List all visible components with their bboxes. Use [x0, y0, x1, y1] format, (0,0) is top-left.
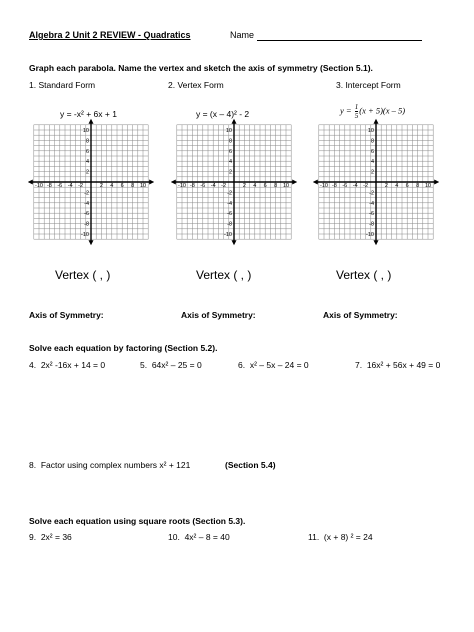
x-tick-label: 2 [384, 183, 388, 189]
problem-expression: 2x² -16x + 14 = 0 [40, 360, 106, 370]
problem-expression: 64x² – 25 = 0 [151, 360, 202, 370]
y-tick-label: 8 [85, 138, 89, 145]
y-tick-label: 2 [85, 169, 89, 176]
equation-standard: y = -x² + 6x + 1 [60, 109, 117, 119]
x-tick-label: -4 [352, 183, 358, 189]
grid-svg [313, 118, 439, 248]
y-tick-label: -2 [369, 190, 374, 197]
problem-number: 6. [238, 360, 246, 370]
x-tick-label: 4 [253, 183, 257, 189]
fraction-denominator: 5 [354, 112, 359, 120]
y-tick-label: 10 [367, 128, 374, 134]
form-label-standard: 1. Standard Form [29, 80, 96, 90]
problem-number: 10. [168, 532, 180, 542]
problem-number: 11. [308, 532, 320, 542]
section2-instruction: Solve each equation by factoring (Section 5.2). [29, 343, 218, 353]
y-tick-label: 8 [370, 138, 374, 145]
x-tick-label: 6 [120, 183, 124, 189]
y-tick-label: -8 [84, 221, 89, 228]
x-tick-label: 4 [110, 183, 114, 189]
section3-reference: (Section 5.4) [225, 460, 276, 470]
problem-expression: x² – 5x – 24 = 0 [249, 360, 309, 370]
y-tick-label: 6 [85, 148, 89, 155]
worksheet-title: Algebra 2 Unit 2 REVIEW - Quadratics [29, 30, 191, 40]
x-tick-label: -6 [57, 183, 63, 189]
y-tick-label: -2 [227, 190, 232, 197]
y-tick-label: -8 [227, 221, 232, 228]
x-tick-label: 10 [139, 183, 147, 189]
problem-expression: 2x² = 36 [40, 532, 72, 542]
problem-expression: 16x² + 56x + 49 = 0 [366, 360, 441, 370]
x-tick-label: -4 [67, 183, 73, 189]
problem-4 [29, 360, 105, 370]
x-tick-label: -10 [320, 183, 328, 189]
equation-vertex: y = (x – 4)² - 2 [196, 109, 250, 119]
x-tick-label: 8 [131, 183, 135, 189]
coordinate-grid-intercept[interactable] [313, 118, 439, 268]
down-arrow-icon [232, 240, 237, 245]
y-tick-label: -4 [84, 200, 89, 207]
y-tick-label: 10 [82, 128, 89, 134]
y-tick-label: 6 [370, 148, 374, 155]
down-arrow-icon [374, 240, 379, 245]
problem-expression: Factor using complex numbers x² + 121 [40, 460, 191, 470]
x-tick-label: -6 [342, 183, 348, 189]
problem-6 [238, 360, 309, 370]
grid-svg [171, 118, 297, 248]
problem-number: 9. [29, 532, 37, 542]
x-tick-label: -8 [189, 183, 195, 189]
problem-expression: 4x² – 8 = 40 [184, 532, 230, 542]
problem-8 [29, 460, 190, 470]
coordinate-grid-standard[interactable] [28, 118, 154, 268]
down-arrow-icon [89, 240, 94, 245]
x-tick-label: -10 [178, 183, 186, 189]
x-tick-label: -6 [200, 183, 206, 189]
equation-intercept-rhs: (x + 5)(x – 5) [359, 105, 406, 116]
axis-of-symmetry-3: Axis of Symmetry: [323, 310, 398, 320]
y-tick-label: -2 [84, 190, 89, 197]
coordinate-grid-vertex[interactable] [171, 118, 297, 268]
vertex-answer-1[interactable]: Vertex ( , ) [55, 268, 111, 282]
problem-number: 5. [140, 360, 148, 370]
y-tick-label: 8 [228, 138, 232, 145]
x-tick-label: -2 [221, 183, 227, 189]
grid-svg [28, 118, 154, 248]
x-tick-label: -2 [363, 183, 369, 189]
right-arrow-icon [149, 180, 154, 185]
y-tick-label: -6 [369, 211, 374, 218]
problem-11 [308, 532, 373, 542]
x-tick-label: 8 [274, 183, 278, 189]
y-tick-label: 6 [228, 148, 232, 155]
name-blank[interactable] [257, 40, 422, 41]
y-tick-label: -6 [227, 211, 232, 218]
y-tick-label: -6 [84, 211, 89, 218]
up-arrow-icon [232, 119, 237, 124]
y-tick-label: -4 [227, 200, 232, 207]
x-tick-label: -8 [46, 183, 52, 189]
left-arrow-icon [171, 180, 176, 185]
x-tick-label: 6 [263, 183, 267, 189]
x-tick-label: 6 [405, 183, 409, 189]
up-arrow-icon [374, 119, 379, 124]
y-tick-label: 4 [85, 159, 89, 166]
y-tick-label: -8 [369, 221, 374, 228]
problem-5 [140, 360, 202, 370]
form-label-vertex: 2. Vertex Form [168, 80, 224, 90]
x-tick-label: 4 [395, 183, 399, 189]
equation-intercept-lhs: y = [340, 105, 354, 116]
x-tick-label: 10 [424, 183, 432, 189]
problem-number: 8. [29, 460, 37, 470]
problem-number: 7. [355, 360, 363, 370]
x-tick-label: 2 [99, 183, 103, 189]
y-tick-label: 4 [370, 159, 374, 166]
problem-number: 4. [29, 360, 37, 370]
y-tick-label: 2 [370, 169, 374, 176]
x-tick-label: -4 [210, 183, 216, 189]
name-label: Name [230, 30, 255, 40]
axis-of-symmetry-1: Axis of Symmetry: [29, 310, 104, 320]
problem-9 [29, 532, 72, 542]
x-tick-label: -10 [35, 183, 43, 189]
y-tick-label: -4 [369, 200, 374, 207]
fraction-numerator: 1 [354, 103, 359, 111]
right-arrow-icon [292, 180, 297, 185]
x-tick-label: 10 [282, 183, 290, 189]
x-tick-label: 8 [416, 183, 420, 189]
y-tick-label: -10 [366, 232, 374, 238]
form-label-intercept: 3. Intercept Form [336, 80, 401, 90]
x-tick-label: -2 [78, 183, 84, 189]
y-tick-label: 4 [228, 159, 232, 166]
y-tick-label: 2 [228, 169, 232, 176]
y-tick-label: 10 [225, 128, 232, 134]
x-tick-label: 2 [242, 183, 246, 189]
right-arrow-icon [434, 180, 439, 185]
problem-10 [168, 532, 230, 542]
vertex-answer-2[interactable]: Vertex ( , ) [196, 268, 252, 282]
section4-instruction: Solve each equation using square roots (Section 5.3). [29, 516, 246, 526]
problem-7 [355, 360, 440, 370]
left-arrow-icon [313, 180, 318, 185]
y-tick-label: -10 [81, 232, 89, 238]
problem-expression: (x + 8) ² = 24 [323, 532, 373, 542]
x-tick-label: -8 [331, 183, 337, 189]
up-arrow-icon [89, 119, 94, 124]
y-tick-label: -10 [224, 232, 232, 238]
axis-of-symmetry-2: Axis of Symmetry: [181, 310, 256, 320]
vertex-answer-3[interactable]: Vertex ( , ) [336, 268, 392, 282]
left-arrow-icon [28, 180, 33, 185]
section1-instruction: Graph each parabola. Name the vertex and sketch the axis of symmetry (Section 5.1). [29, 63, 373, 73]
